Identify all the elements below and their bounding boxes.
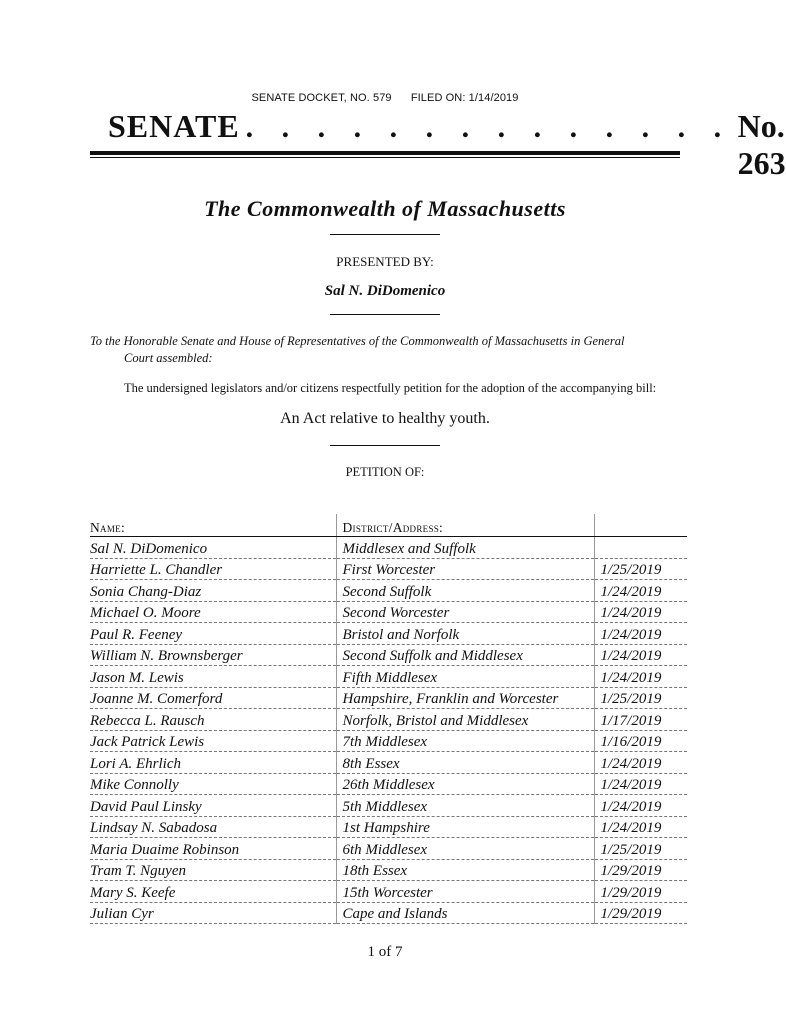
petitioner-name: Mary S. Keefe [90,881,336,903]
petitioner-district: 26th Middlesex [336,773,594,795]
table-row [90,558,687,580]
docket-line [0,92,770,104]
petitioner-date: 1/29/2019 [594,881,687,903]
petitioner-name: William N. Brownsberger [90,644,336,666]
table-row [90,666,687,688]
petitioner-name: Sal N. DiDomenico [90,537,336,559]
petitioner-name: Lori A. Ehrlich [90,752,336,774]
petitioner-date: 1/29/2019 [594,859,687,881]
petitioner-district: Cape and Islands [336,902,594,924]
petitioner-date: 1/24/2019 [594,601,687,623]
address-line: To the Honorable Senate and House of Representatives of the Commonwealth of Massachusetts in General [90,334,625,348]
petitioners-table [90,514,687,924]
petitioner-name: Harriette L. Chandler [90,558,336,580]
petitioner-date: 1/24/2019 [594,795,687,817]
divider [330,445,440,446]
address-paragraph [90,333,670,367]
table-row [90,580,687,602]
address-line: Court assembled: [124,351,213,365]
petitioner-district: Hampshire, Franklin and Worcester [336,687,594,709]
table-row [90,795,687,817]
petitioner-district: Second Suffolk and Middlesex [336,644,594,666]
petitioner-name: Jason M. Lewis [90,666,336,688]
title-rule-thick [90,151,680,155]
table-row [90,687,687,709]
petitioner-name: Rebecca L. Rausch [90,709,336,731]
divider [330,234,440,235]
petitioner-district: 5th Middlesex [336,795,594,817]
petitioner-district: 6th Middlesex [336,838,594,860]
petitioner-name: Julian Cyr [90,902,336,924]
table-row [90,902,687,924]
undersigned-paragraph: The undersigned legislators and/or citizens respectfully petition for the adoption of the accompanying bill: [124,381,657,395]
petitioner-date: 1/24/2019 [594,752,687,774]
title-row [108,108,786,181]
petitioner-name: David Paul Linsky [90,795,336,817]
petitioner-date: 1/29/2019 [594,902,687,924]
table-header-row [90,514,687,537]
column-header-name: Name: [90,514,336,537]
petitioner-date: 1/25/2019 [594,687,687,709]
petitioner-name: Sonia Chang-Diaz [90,580,336,602]
table-row [90,601,687,623]
table-row [90,644,687,666]
table-row [90,730,687,752]
table-row [90,838,687,860]
petitioner-date: 1/25/2019 [594,558,687,580]
petitioner-name: Jack Patrick Lewis [90,730,336,752]
filed-date: FILED ON: 1/14/2019 [410,92,519,104]
petitioner-name: Lindsay N. Sabadosa [90,816,336,838]
table-row [90,881,687,903]
petitioner-date: 1/24/2019 [594,773,687,795]
petitioner-date: 1/24/2019 [594,644,687,666]
petitioner-name: Michael O. Moore [90,601,336,623]
petitioner-district: Norfolk, Bristol and Middlesex [336,709,594,731]
presenter-name: Sal N. DiDomenico [324,283,446,299]
petitioner-date [594,537,687,559]
petitioner-district: 8th Essex [336,752,594,774]
petitioner-district: 15th Worcester [336,881,594,903]
petitioner-district: 18th Essex [336,859,594,881]
petitioner-district: Fifth Middlesex [336,666,594,688]
table-row [90,537,687,559]
petitioner-date: 1/17/2019 [594,709,687,731]
petitioner-district: First Worcester [336,558,594,580]
divider [330,314,440,315]
petitioner-name: Paul R. Feeney [90,623,336,645]
petitioner-district: Second Worcester [336,601,594,623]
petitioner-date: 1/24/2019 [594,666,687,688]
commonwealth-heading: The Commonwealth of Massachusetts [204,196,566,221]
petitioner-date: 1/25/2019 [594,838,687,860]
petitioner-district: Middlesex and Suffolk [336,537,594,559]
presented-by-label: PRESENTED BY: [336,254,434,269]
petitioner-name: Maria Duaime Robinson [90,838,336,860]
docket-number: SENATE DOCKET, NO. 579 [251,92,392,104]
column-header-date [594,514,687,537]
table-row [90,623,687,645]
petitioner-district: Bristol and Norfolk [336,623,594,645]
title-rule-thin [90,157,680,158]
petitioner-district: 1st Hampshire [336,816,594,838]
bill-number: No. 263 [737,108,786,181]
petitioner-date: 1/24/2019 [594,580,687,602]
page-number: 1 of 7 [367,944,403,960]
petitioner-date: 1/24/2019 [594,623,687,645]
petitioner-date: 1/24/2019 [594,816,687,838]
table-row [90,859,687,881]
column-header-district: District/Address: [336,514,594,537]
petitioner-name: Joanne M. Comerford [90,687,336,709]
petition-label: PETITION OF: [345,465,425,479]
petitioner-date: 1/16/2019 [594,730,687,752]
title-dots: . . . . . . . . . . . . . . [245,111,732,144]
act-title: An Act relative to healthy youth. [280,410,490,427]
chamber-title: SENATE [108,108,240,144]
petitioner-name: Mike Connolly [90,773,336,795]
table-row [90,816,687,838]
table-row [90,752,687,774]
petitioner-district: 7th Middlesex [336,730,594,752]
petitioner-district: Second Suffolk [336,580,594,602]
petitioner-name: Tram T. Nguyen [90,859,336,881]
table-row [90,773,687,795]
table-row [90,709,687,731]
